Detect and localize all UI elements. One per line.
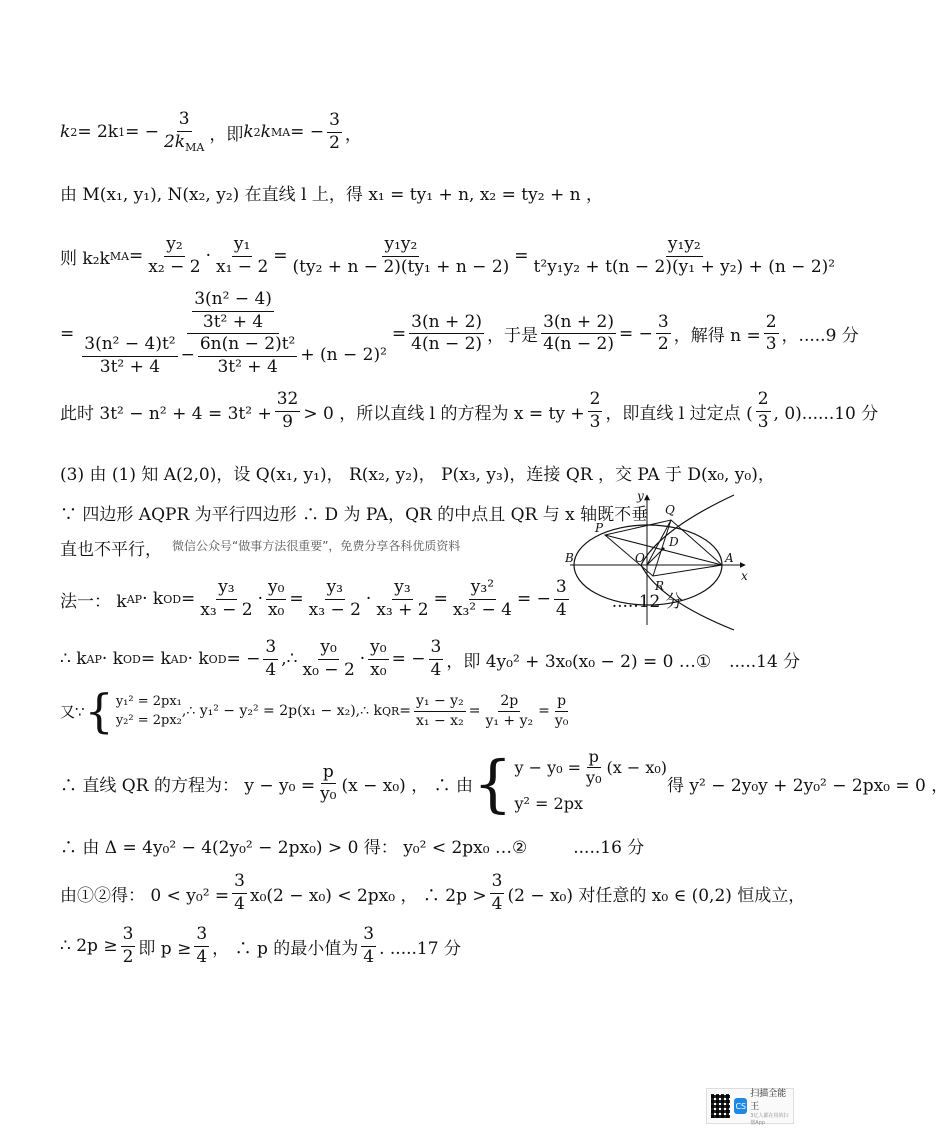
num: 3 [429, 638, 444, 660]
den: x₀ − 2 [302, 659, 355, 680]
fraction [300, 638, 356, 680]
num: 3 [177, 110, 192, 132]
watermark-text: 微信公众号“做事方法很重要”，免费分享各科优质资料 [172, 539, 461, 553]
fraction [194, 925, 209, 967]
t: 则 k₂k [60, 248, 110, 269]
t: = 2k [77, 122, 119, 143]
line-14 [60, 872, 805, 914]
t: 2 [70, 125, 78, 139]
t: k [243, 122, 254, 143]
t: = − [125, 122, 159, 143]
num: 3(n² − 4)t² [82, 335, 177, 357]
fraction [327, 111, 342, 153]
den: 4 [196, 946, 208, 967]
t: MA [185, 140, 205, 154]
qr-code-icon [711, 1094, 730, 1118]
text: 直也不平行， [60, 540, 162, 560]
num: 3(n² − 4) [192, 290, 274, 312]
den: y₀ [320, 784, 337, 805]
t: ，于是 [487, 326, 539, 347]
fraction [361, 925, 376, 967]
num: p [587, 748, 601, 768]
t: 2k [163, 131, 186, 152]
label-A: A [725, 551, 734, 565]
den: y₀ [586, 768, 602, 788]
num: 3 [232, 872, 247, 894]
t: 即 p ≥ [138, 938, 192, 959]
scanner-stamp [706, 1088, 794, 1124]
fraction [291, 235, 512, 277]
t: 又∵ [60, 702, 85, 721]
fraction [232, 872, 247, 914]
t: > 0 ，所以直线 l 的方程为 x = ty + [303, 403, 585, 424]
score-12: .....12 分 [611, 591, 683, 612]
den: 3t² + 4 [99, 356, 161, 377]
t: + (n − 2)² [300, 345, 387, 366]
fraction [318, 763, 338, 805]
line-1 [60, 110, 362, 154]
t: 此时 3t² − n² + 4 = 3t² + [60, 403, 272, 424]
den: x₃ − 2 [308, 599, 361, 620]
score-10: , 0)......10 分 [773, 403, 879, 424]
t: ，即 4y₀² + 3x₀(x₀ − 2) = 0 …① [446, 651, 712, 672]
den: 4(n − 2) [543, 334, 614, 355]
point-D [661, 547, 664, 550]
num: 32 [275, 390, 301, 412]
text: ∵ 四边形 AQPR 为平行四边形 ∴ D 为 PA，QR 的中点且 QR 与 x 轴既不垂 [60, 505, 649, 525]
t: = − [516, 589, 551, 610]
t: y₂² = 2px₂ [115, 713, 182, 728]
line-4: = $\frac{\text{3(n² − 4)}}{\text{3t² + 4}}$ $\frac{\text{3(n² − 4)t²}}{\text{3t² + 4}}$ − $\frac{\text{6n(n − 2)t²}}{\text{3t² + 4}}$ + (n − 2)² = $\frac{3(n + 2)}{4(n - 2)}$ ，于是 $\frac{3(n + 2)}{4(n - 2)}$ = − $\frac{3}{2}$ ，解得 n = $\frac{2}{3}$ ，.....9 分 [60, 289, 859, 377]
t: = [181, 589, 196, 610]
num: y₂ [164, 235, 184, 257]
num: 3(n + 2) [541, 313, 616, 335]
line-8 [60, 535, 162, 560]
fraction [266, 578, 286, 620]
num: 3 [121, 925, 136, 947]
t: ，即 [209, 124, 244, 145]
den: x₂ − 2 [148, 256, 201, 277]
fraction [764, 313, 779, 355]
den: 4 [363, 946, 375, 967]
num: y₀ [266, 578, 286, 600]
den: x₃² − 4 [452, 599, 512, 620]
den: x₁ − 2 [215, 256, 269, 277]
fraction [756, 390, 771, 432]
label-P: P [595, 521, 604, 535]
num: y₃ [325, 578, 345, 600]
num: y₁y₂ [666, 235, 703, 257]
num: 3 [361, 925, 376, 947]
fraction [368, 638, 388, 680]
t: · k [142, 589, 164, 610]
t: (x − x₀) ， ∴ 由 [341, 776, 474, 797]
t: = [468, 703, 481, 719]
label-R: R [655, 579, 665, 593]
num: y₀ [368, 638, 388, 660]
fraction [198, 578, 254, 620]
fraction [374, 578, 430, 620]
t: MA [270, 125, 291, 139]
den: (ty₂ + n − 2)(ty₁ + n − 2) [292, 256, 510, 277]
t: = [60, 323, 75, 344]
line-10: ∴ k AP · k OD = k AD · k OD = − $\frac{3}{4}$ ,∴ $\frac{\text{y₀}}{\text{x₀ − 2}}$ · $\frac{\text{y₀}}{\text{x₀}}$ = − $\frac{3}{4}$ ，即 4y₀² + 3x₀(x₀ − 2) = 0 …① .....14 分 [60, 637, 801, 680]
den: x₀ [370, 659, 387, 680]
t: ， [344, 124, 362, 145]
t: MA [109, 249, 130, 263]
fraction [146, 235, 202, 277]
fraction [198, 335, 298, 377]
t: · k [187, 649, 209, 670]
fraction [214, 235, 270, 277]
den: y₀ [554, 712, 569, 729]
fraction [275, 390, 301, 432]
fraction [554, 578, 569, 620]
fraction [584, 748, 603, 788]
num: 6n(n − 2)t² [198, 335, 298, 357]
t: · k [101, 649, 123, 670]
fraction [541, 313, 616, 355]
stamp-subtitle: 3亿人都在用的扫描App [750, 1113, 789, 1126]
equation-system [514, 748, 667, 820]
den: $\frac{\text{3(n² − 4)t²}}{\text{3t² + 4}}$ − $\frac{\text{6n(n − 2)t²}}{\text{3t² + 4}}$ + (n − 2)² [84, 334, 387, 377]
num: 3 [194, 925, 209, 947]
den: 3 [589, 411, 601, 432]
t: 2 [253, 125, 261, 139]
den: 3t² + 4 [217, 356, 278, 377]
den: 2 [657, 334, 669, 355]
den: 2 [329, 132, 340, 153]
num: 3 [490, 872, 505, 894]
den: 3 [765, 334, 777, 355]
t: 得 y² − 2y₀y + 2y₀² − 2px₀ = 0 ， [667, 776, 948, 797]
t: = k [140, 649, 171, 670]
t: y − y₀ = [514, 757, 582, 777]
line-2 [60, 180, 603, 205]
den: 4(n − 2) [411, 334, 483, 355]
t: = [129, 246, 144, 267]
line-5 [60, 390, 878, 432]
fraction [429, 638, 444, 680]
fraction [263, 638, 278, 680]
den: t²y₁y₂ + t(n − 2)(y₁ + y₂) + (n − 2)² [533, 256, 836, 277]
den: 3t² + 4 [202, 311, 264, 332]
num: 3(n + 2) [409, 313, 484, 335]
num: y₀ [318, 638, 338, 660]
t: ∴ k [60, 649, 87, 670]
num: y₃ [392, 578, 412, 600]
num: 2 [588, 390, 603, 412]
stamp-text [750, 1086, 793, 1126]
t: 1 [118, 125, 126, 139]
line-3: 则 k₂k MA = $\frac{\text{y₂}}{\text{x₂ − 2}}$ · $\frac{\text{y₁}}{\text{x₁ − 2}}$ = $\frac{\text{y₁y₂}}{\text{(ty₂ + n − 2)(ty₁ + n − 2)}}$ = $\frac{\text{y₁y₂}}{\text{t²y₁y₂ + t(n − 2)(y₁ + y₂) + (n − 2)²}}$ [60, 234, 836, 277]
t: AP [126, 592, 143, 606]
fraction [82, 335, 177, 377]
fraction [532, 235, 838, 277]
t: = [399, 703, 412, 719]
den: 4 [430, 659, 442, 680]
num: y₁y₂ [382, 235, 419, 257]
system-line-1 [514, 748, 667, 788]
t: = − [226, 649, 261, 670]
num: y₁ [232, 235, 252, 257]
label-x: x [741, 569, 748, 583]
t: OD [208, 652, 227, 666]
t: ∴ 由 Δ = 4y₀² − 4(2y₀² − 2px₀) > 0 得： y₀² < 2px₀ …② [60, 838, 528, 858]
fraction [483, 693, 535, 728]
den: 4 [491, 893, 503, 914]
t: y² = 2px [514, 793, 583, 813]
line-9: 法一： k AP · k OD = $\frac{\text{y₃}}{\text{x₃ − 2}}$ · $\frac{\text{y₀}}{\text{x₀}}$ = $\frac{\text{y₃}}{\text{x₃ − 2}}$ · $\frac{\text{y₃}}{\text{x₃ + 2}}$ = $\frac{\text{y₃²}}{\text{x₃² − 4}}$ = − $\frac{3}{4}$ .....12 分 [60, 577, 683, 620]
t: (2 − x₀) 对任意的 x₀ ∈ (0,2) 恒成立， [507, 885, 806, 906]
t: k [260, 122, 271, 143]
t: ∴ 直线 QR 的方程为： y − y₀ = [60, 776, 316, 797]
left-brace: { [473, 746, 513, 820]
t: OD [163, 592, 182, 606]
num: p [321, 763, 336, 785]
line-13 [60, 833, 644, 858]
num: 3 [554, 578, 569, 600]
score-16: .....16 分 [573, 838, 645, 858]
num: p [555, 693, 568, 711]
label-D: D [669, 535, 679, 549]
label-Q: Q [665, 503, 675, 517]
stamp-title: 扫描全能王 [750, 1089, 787, 1112]
den: x₃ + 2 [376, 599, 429, 620]
t: ∴ 2p ≥ [60, 936, 118, 957]
t: 法一： k [60, 591, 127, 612]
label-y: y [637, 489, 644, 503]
den [162, 132, 206, 155]
fraction [451, 578, 514, 620]
t: = − [290, 122, 325, 143]
left-brace: { [84, 684, 114, 738]
den: x₁ − x₂ [416, 712, 464, 729]
complex-fraction [77, 290, 389, 377]
t: AP [86, 652, 102, 666]
fraction [307, 578, 363, 620]
den: 4 [555, 599, 567, 620]
num: y₃² [469, 578, 496, 600]
t: = − [618, 323, 653, 344]
fraction [162, 110, 206, 154]
camscanner-logo-icon: CS [734, 1098, 747, 1114]
t: AD [170, 652, 188, 666]
t: ,∴ [281, 649, 298, 670]
score-14: .....14 分 [729, 651, 801, 672]
fraction [588, 390, 603, 432]
fraction [409, 313, 484, 355]
t: x₀(2 − x₀) < 2px₀ ， ∴ 2p > [249, 885, 487, 906]
score-9: ，.....9 分 [781, 326, 859, 347]
fraction [414, 693, 466, 728]
t: 由①②得： 0 < y₀² = [60, 885, 230, 906]
t: k [60, 122, 71, 143]
score-17: . .....17 分 [379, 938, 461, 959]
num [187, 290, 279, 334]
line-11 [60, 684, 573, 738]
line-12 [60, 748, 948, 820]
fraction [656, 313, 671, 355]
den: 3 [757, 411, 769, 432]
den: 4 [265, 659, 277, 680]
equation-system [116, 692, 182, 731]
num: y₁ − y₂ [414, 693, 466, 711]
t: = − [391, 649, 426, 670]
den: 9 [282, 411, 293, 432]
t: ，即直线 l 过定点 ( [605, 403, 753, 424]
t: OD [123, 652, 141, 666]
den: x₀ [267, 599, 285, 620]
line-15 [60, 925, 461, 967]
line-6 [60, 460, 775, 485]
fraction [121, 925, 136, 967]
fraction [490, 872, 505, 914]
line-7 [60, 500, 648, 525]
t: = [538, 703, 550, 719]
t: (x − x₀) [606, 757, 668, 777]
label-B: B [565, 551, 574, 565]
t: ，解得 n = [673, 326, 761, 347]
t: y₁² = 2px₁ [115, 693, 182, 709]
num: 3 [656, 313, 671, 335]
fraction [553, 693, 571, 728]
t: ,∴ y₁² − y₂² = 2p(x₁ − x₂),∴ k [181, 703, 382, 719]
fraction [192, 290, 274, 332]
den: x₃ − 2 [200, 599, 253, 620]
num: 2 [756, 390, 771, 412]
num: y₃ [216, 578, 236, 600]
t: QR [381, 704, 400, 718]
label-O: O [635, 551, 645, 565]
t: ， ∴ p 的最小值为 [212, 938, 359, 959]
den: y₁ + y₂ [485, 712, 534, 729]
text: (3) 由 (1) 知 A(2,0)，设 Q(x₁, y₁)， R(x₂, y₂)， P(x₃, y₃)，连接 QR ，交 PA 于 D(x₀, y₀)， [60, 465, 775, 485]
den: 4 [234, 893, 245, 914]
num: 3 [263, 638, 278, 660]
num: 2p [498, 693, 520, 711]
num: 3 [327, 111, 342, 133]
num: 2 [764, 313, 779, 335]
text: 由 M(x₁, y₁), N(x₂, y₂) 在直线 l 上，得 x₁ = ty₁ + n, x₂ = ty₂ + n ， [60, 185, 603, 205]
den: 2 [122, 946, 134, 967]
